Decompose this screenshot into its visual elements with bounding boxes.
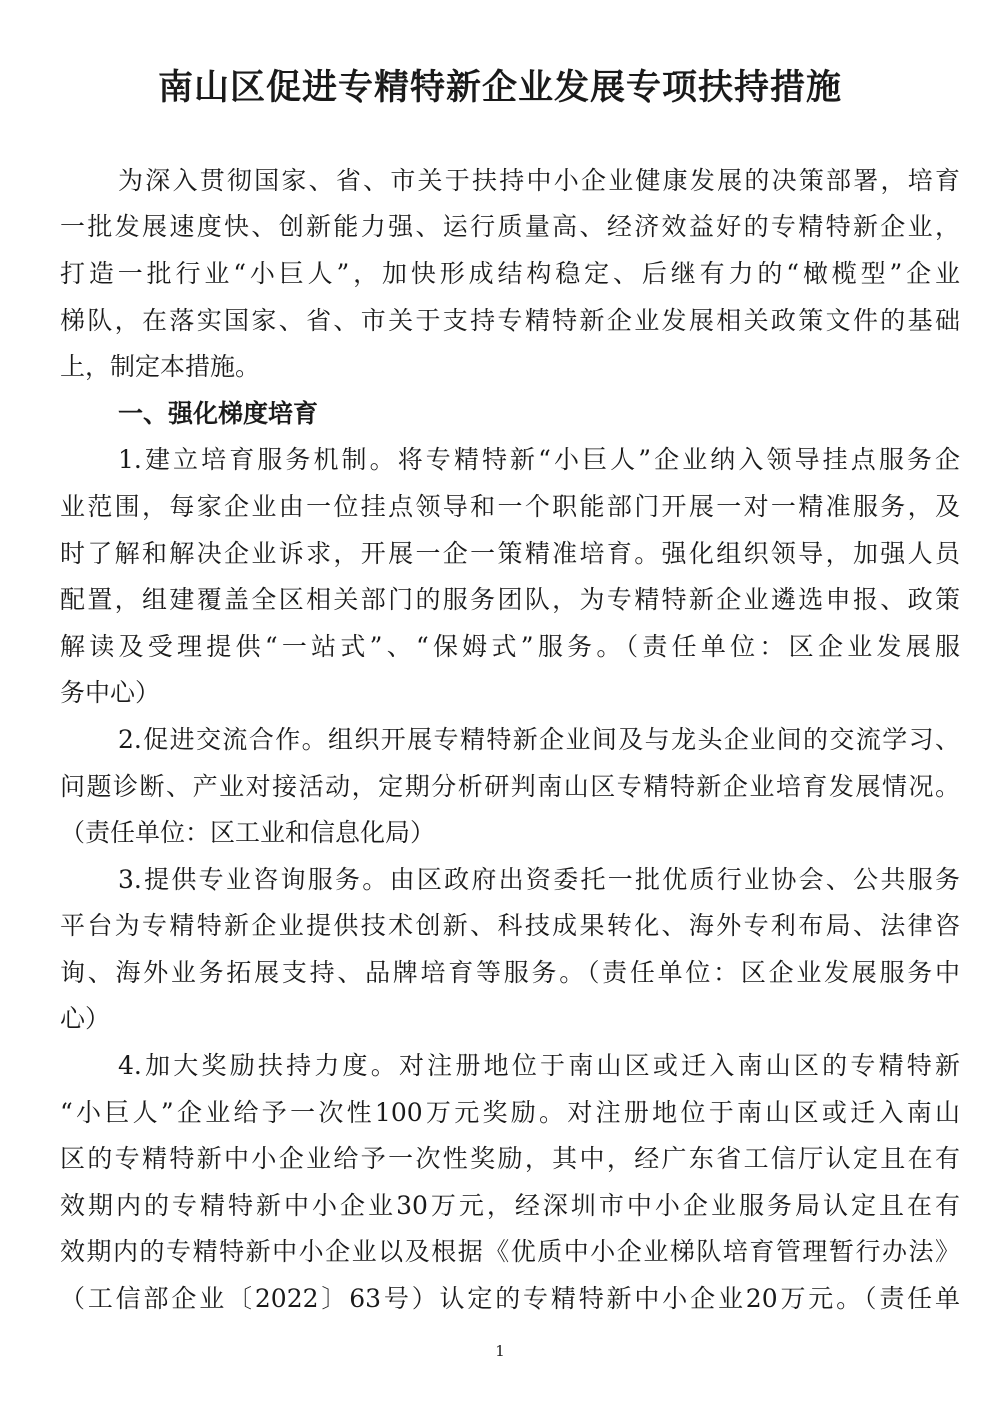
item-1-line: 时了解和解决企业诉求，开展一企一策精准培育。强化组织领导，加强人员 (60, 539, 960, 568)
intro-line: 一批发展速度快、创新能力强、运行质量高、经济效益好的专精特新企业， (60, 212, 960, 241)
item-4-line: 效期内的专精特新中小企业以及根据《优质中小企业梯队培育管理暂行办法》 (60, 1237, 960, 1266)
item-4-line: 4.加大奖励扶持力度。对注册地位于南山区或迁入南山区的专精特新 (118, 1051, 960, 1080)
document-title: 南山区促进专精特新企业发展专项扶持措施 (157, 68, 842, 108)
item-4-line: 效期内的专精特新中小企业30万元，经深圳市中小企业服务局认定且在有 (60, 1191, 960, 1220)
item-2-line: （责任单位：区工业和信息化局） (60, 818, 436, 847)
item-4-line: “小巨人”企业给予一次性100万元奖励。对注册地位于南山区或迁入南山 (60, 1098, 960, 1127)
item-1-line: 配置，组建覆盖全区相关部门的服务团队，为专精特新企业遴选申报、政策 (60, 585, 960, 614)
item-2-line: 问题诊断、产业对接活动，定期分析研判南山区专精特新企业培育发展情况。 (60, 772, 960, 801)
item-3-line: 心） (60, 1004, 111, 1033)
page-number: 1 (495, 1342, 505, 1360)
item-3-line: 平台为专精特新企业提供技术创新、科技成果转化、海外专利布局、法律咨 (60, 911, 960, 940)
intro-line: 上，制定本措施。 (60, 352, 261, 381)
item-2-line: 2.促进交流合作。组织开展专精特新企业间及与龙头企业间的交流学习、 (118, 725, 960, 754)
item-3-line: 询、海外业务拓展支持、品牌培育等服务。（责任单位：区企业发展服务中 (60, 958, 960, 987)
item-4-line: （工信部企业〔2022〕63号）认定的专精特新中小企业20万元。（责任单 (60, 1284, 960, 1313)
intro-line: 梯队，在落实国家、省、市关于支持专精特新企业发展相关政策文件的基础 (60, 306, 960, 335)
item-3-line: 3.提供专业咨询服务。由区政府出资委托一批优质行业协会、公共服务 (118, 865, 960, 894)
item-4-line: 区的专精特新中小企业给予一次性奖励，其中，经广东省工信厅认定且在有 (60, 1144, 960, 1173)
item-1-line: 解读及受理提供“一站式”、“保姆式”服务。（责任单位：区企业发展服 (60, 632, 960, 661)
item-1-line: 业范围，每家企业由一位挂点领导和一个职能部门开展一对一精准服务，及 (60, 492, 960, 521)
intro-line: 打造一批行业“小巨人”，加快形成结构稳定、后继有力的“橄榄型”企业 (60, 259, 960, 288)
item-1-line: 1.建立培育服务机制。将专精特新“小巨人”企业纳入领导挂点服务企 (118, 445, 960, 474)
section-heading: 一、强化梯度培育 (118, 399, 319, 428)
item-1-line: 务中心） (60, 678, 161, 707)
intro-line: 为深入贯彻国家、省、市关于扶持中小企业健康发展的决策部署，培育 (118, 166, 960, 195)
